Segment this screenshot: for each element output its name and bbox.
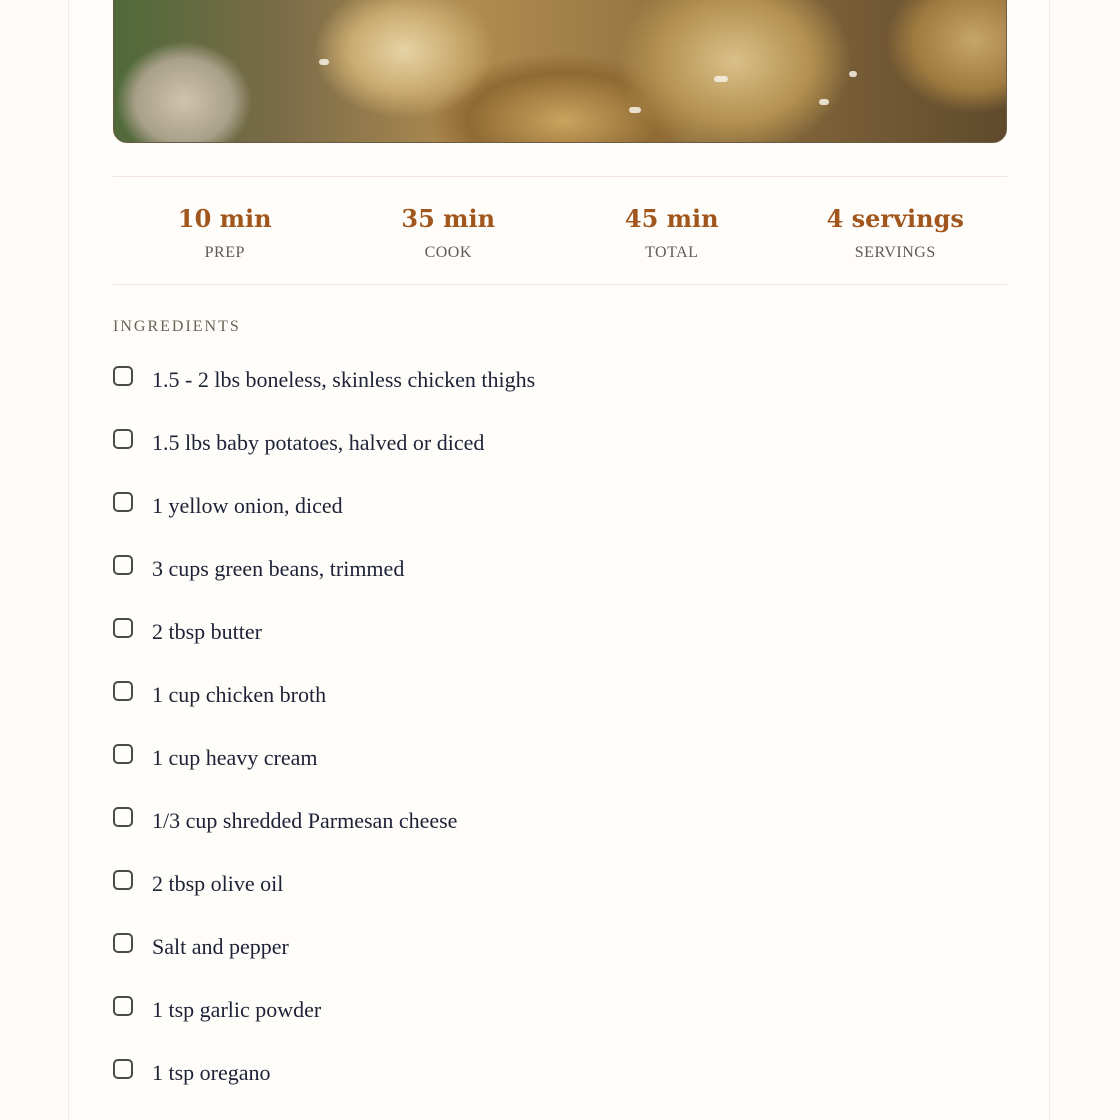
checkbox-unchecked-icon[interactable]: [113, 744, 133, 764]
stat-label: COOK: [424, 244, 472, 261]
checkbox-unchecked-icon[interactable]: [113, 429, 133, 449]
ingredient-item[interactable]: [113, 735, 535, 798]
ingredient-text: Salt and pepper: [152, 934, 289, 959]
ingredient-text: 1 tsp garlic powder: [152, 997, 322, 1022]
ingredient-item[interactable]: [113, 1050, 535, 1113]
ingredient-text: 3 cups green beans, trimmed: [152, 556, 405, 581]
ingredient-text: 1 cup heavy cream: [152, 745, 318, 770]
ingredients-list: [113, 357, 535, 1113]
ingredient-text: 2 tbsp butter: [152, 619, 262, 644]
ingredient-item[interactable]: [113, 987, 535, 1050]
stat-total: [560, 178, 784, 284]
ingredient-item[interactable]: [113, 672, 535, 735]
stats-bottom-divider: [113, 284, 1007, 285]
recipe-stats: [113, 178, 1007, 284]
stat-value: 35 min: [401, 204, 496, 233]
ingredients-heading: INGREDIENTS: [113, 318, 241, 335]
stat-label: SERVINGS: [854, 244, 936, 261]
stat-prep: [113, 178, 337, 284]
recipe-photo: [113, 0, 1007, 143]
stat-label: TOTAL: [645, 244, 699, 261]
ingredient-text: 1 cup chicken broth: [152, 682, 327, 707]
checkbox-unchecked-icon[interactable]: [113, 807, 133, 827]
stat-servings: [784, 178, 1008, 284]
stats-top-divider: [113, 176, 1007, 177]
checkbox-unchecked-icon[interactable]: [113, 618, 133, 638]
checkbox-unchecked-icon[interactable]: [113, 555, 133, 575]
ingredient-item[interactable]: [113, 357, 535, 420]
checkbox-unchecked-icon[interactable]: [113, 933, 133, 953]
ingredient-text: 1.5 - 2 lbs boneless, skinless chicken thighs: [152, 367, 536, 392]
ingredient-item[interactable]: [113, 483, 535, 546]
checkbox-unchecked-icon[interactable]: [113, 996, 133, 1016]
ingredient-item[interactable]: [113, 798, 535, 861]
checkbox-unchecked-icon[interactable]: [113, 870, 133, 890]
ingredient-text: 1 yellow onion, diced: [152, 493, 343, 518]
checkbox-unchecked-icon[interactable]: [113, 492, 133, 512]
stat-value: 10 min: [177, 204, 272, 233]
ingredient-item[interactable]: [113, 609, 535, 672]
ingredient-item[interactable]: [113, 546, 535, 609]
stat-cook: [337, 178, 561, 284]
checkbox-unchecked-icon[interactable]: [113, 681, 133, 701]
ingredient-item[interactable]: [113, 861, 535, 924]
stat-value: 4 servings: [826, 204, 964, 233]
stat-value: 45 min: [624, 204, 719, 233]
checkbox-unchecked-icon[interactable]: [113, 366, 133, 386]
ingredient-text: 1/3 cup shredded Parmesan cheese: [152, 808, 458, 833]
ingredient-text: 1 tsp oregano: [152, 1060, 271, 1085]
stat-label: PREP: [204, 244, 245, 261]
ingredient-text: 2 tbsp olive oil: [152, 871, 284, 896]
ingredient-item[interactable]: [113, 420, 535, 483]
ingredient-item[interactable]: [113, 924, 535, 987]
checkbox-unchecked-icon[interactable]: [113, 1059, 133, 1079]
ingredient-text: 1.5 lbs baby potatoes, halved or diced: [152, 430, 485, 455]
